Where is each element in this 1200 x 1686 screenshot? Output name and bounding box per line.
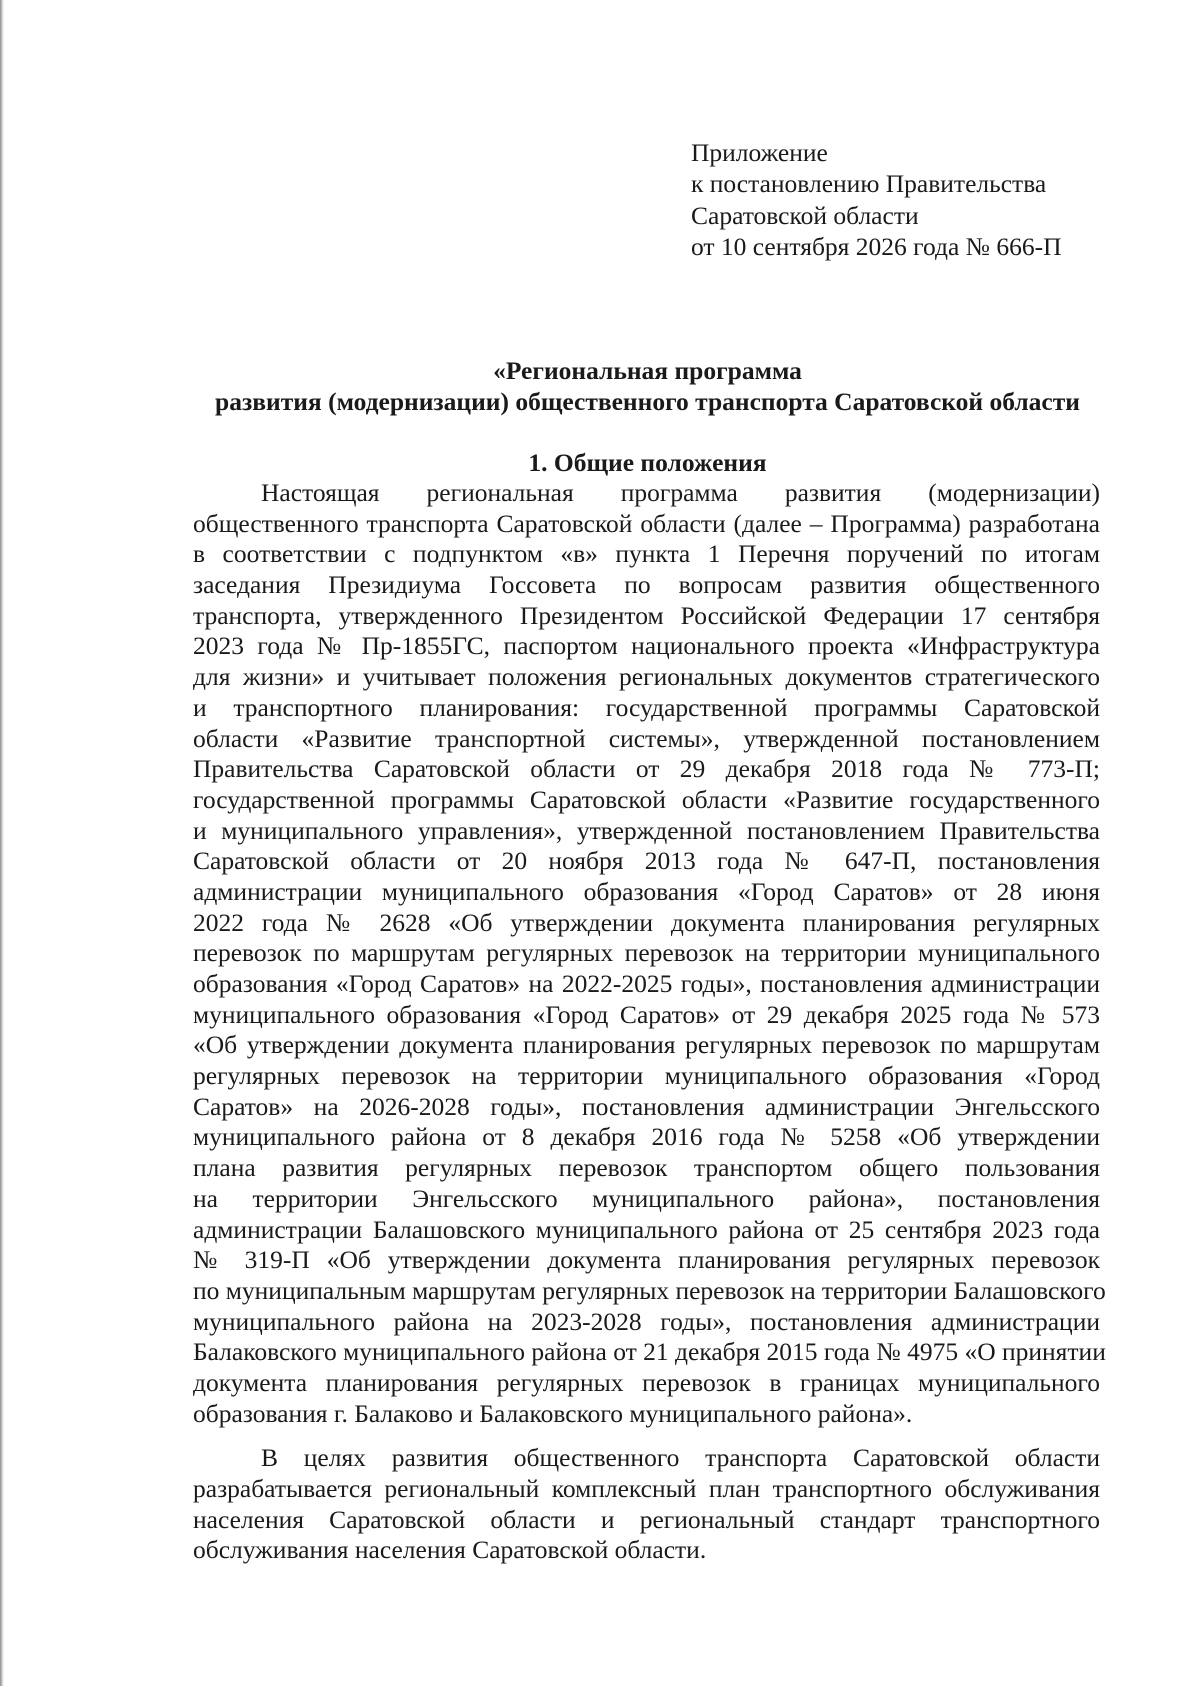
paragraph-line: и транспортного планирования: государственной программы Саратовской [193,692,1100,722]
paragraph-line: администрации Балашовского муниципального района от 25 сентября 2023 года [193,1214,1100,1244]
paragraph-line: 2023 года № Пр-1855ГС, паспортом национального проекта «Инфраструктура [193,631,1100,661]
section-heading: 1. Общие положения [528,448,767,477]
paragraph-line: в соответствии с подпунктом «в» пункта 1 Перечня поручений по итогам [193,539,1100,569]
paragraph [193,1443,1100,1566]
paragraph-line: В целях развития общественного транспорта Саратовской области [261,1443,1100,1473]
paragraph-line: Правительства Саратовской области от 29 декабря 2018 года № 773-П; [193,754,1100,784]
annex-header [691,137,1161,262]
paragraph-line: разрабатывается региональный комплексный план транспортного обслуживания [193,1474,1100,1503]
paragraph-line: области «Развитие транспортной системы», утвержденной постановлением [193,723,1100,753]
title-line: развития (модернизации) общественного транспорта Саратовской области [215,387,1080,416]
paragraph-line: муниципального района от 8 декабря 2016 года № 5258 «Об утверждении [193,1122,1100,1152]
paragraph-line: плана развития регулярных перевозок транспортом общего пользования [193,1153,1100,1183]
paragraph-line: муниципального района на 2023-2028 годы», постановления администрации [193,1306,1100,1336]
paragraph-line: Саратов» на 2026-2028 годы», постановления администрации Энгельсского [193,1091,1100,1121]
paragraph-line: администрации муниципального образования «Город Саратов» от 28 июня [193,876,1100,906]
paragraph-line: населения Саратовской области и региональный стандарт транспортного [193,1504,1100,1534]
paragraph-line: Саратовской области от 20 ноября 2013 года № 647-П, постановления [193,846,1100,876]
paragraph-line: документа планирования регулярных перевозок в границах муниципального [193,1367,1100,1397]
paragraph-line: на территории Энгельсского муниципального района», постановления [193,1183,1100,1213]
paragraph-line: транспорта, утвержденного Президентом Российской Федерации 17 сентября [193,600,1100,630]
title-line: «Региональная программа [493,356,802,385]
paragraph-line: «Об утверждении документа планирования регулярных перевозок по маршрутам [193,1030,1100,1060]
paragraph-line: № 319-П «Об утверждении документа планирования регулярных перевозок [193,1245,1100,1275]
paragraph-line: образования «Город Саратов» на 2022-2025 годы», постановления администрации [193,969,1100,998]
paragraph-line: перевозок по маршрутам регулярных перевозок на территории муниципального [193,938,1100,968]
body-text [193,478,1106,1566]
annex-line: Саратовской области [691,200,919,230]
program-title [120,355,1175,417]
paragraph-line: Настоящая региональная программа развития (модернизации) [261,478,1100,507]
paragraph [193,478,1106,1429]
paragraph-line: 2022 года № 2628 «Об утверждении документа планирования регулярных [193,907,1100,937]
paragraph-line: регулярных перевозок на территории муниципального образования «Город [193,1061,1100,1091]
paragraph-line: муниципального образования «Город Саратов» от 29 декабря 2025 года № 573 [193,999,1100,1029]
annex-line: к постановлению Правительства [691,169,1047,199]
paragraph-line: обслуживания населения Саратовской области. [193,1535,707,1565]
paragraph-gap [193,1429,1100,1443]
annex-line: от 10 сентября 2026 года № 666-П [691,231,1062,261]
paragraph-line: и муниципального управления», утвержденной постановлением Правительства [193,815,1100,845]
paragraph-line: Балаковского муниципального района от 21 декабря 2015 года № 4975 «О принятии [193,1337,1106,1367]
paragraph-line: заседания Президиума Госсовета по вопросам развития общественного [193,570,1100,600]
paragraph-line: общественного транспорта Саратовской области (далее – Программа) разработана [193,508,1100,538]
paragraph-line: для жизни» и учитывает положения региональных документов стратегического [193,662,1100,692]
paragraph-line: по муниципальным маршрутам регулярных перевозок на территории Балашовского [193,1275,1106,1305]
paragraph-line: образования г. Балаково и Балаковского муниципального района». [193,1398,913,1428]
scan-edge [0,0,4,1686]
paragraph-line: государственной программы Саратовской области «Развитие государственного [193,784,1100,814]
annex-line: Приложение [691,138,828,167]
